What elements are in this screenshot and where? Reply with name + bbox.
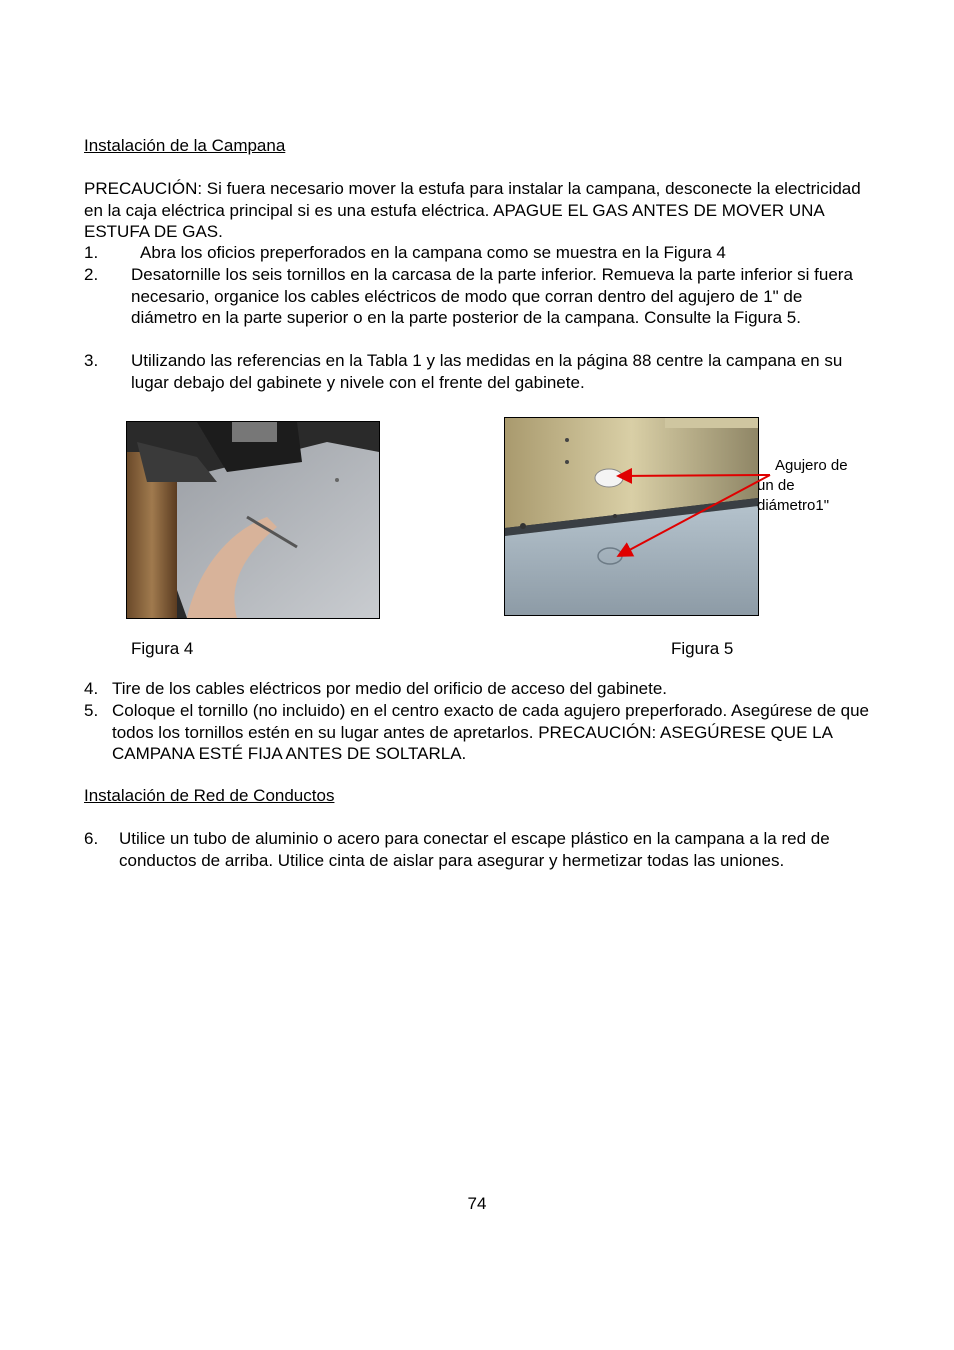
- callout-arrows: [600, 460, 780, 565]
- step-text: Utilice un tubo de aluminio o acero para conectar el escape plástico en la campana a la red de conductos de arriba. Utilice cinta de aislar para asegurar y hermetizar todas las uniones.: [119, 829, 830, 870]
- step-text: Coloque el tornillo (no incluido) en el centro exacto de cada agujero preperforado. Asegúrese de que todos los tornillos estén en su lugar antes de apretarlos. PRECAUCIÓN: ASEGÚRESE QUE LA CAMPANA ESTÉ FIJA ANTES DE SOLTARLA.: [112, 701, 869, 763]
- step-text: Desatornille los seis tornillos en la carcasa de la parte inferior. Remueva la parte inferior si fuera necesario, organice los cables eléctricos de modo que corran dentro del agujero de 1" de diámetro en la parte superior o en la parte posterior de la campana. Consulte la Figura 5.: [131, 265, 853, 327]
- section-title-campana: Instalación de la Campana: [84, 136, 286, 155]
- step-number: 5.: [84, 701, 99, 720]
- step-number: 2.: [84, 265, 99, 284]
- step-number: 3.: [84, 351, 99, 370]
- hole-callout-label: Agujero de un de diámetro1": [757, 457, 848, 514]
- step-text: Abra los oficios preperforados en la campana como se muestra en la Figura 4: [140, 243, 726, 262]
- step-text: Tire de los cables eléctricos por medio del orificio de acceso del gabinete.: [112, 679, 667, 698]
- figure-5-caption: Figura 5: [671, 639, 734, 658]
- step-number: 4.: [84, 679, 99, 698]
- figure-4-caption: Figura 4: [131, 639, 194, 658]
- step-number: 1.: [84, 243, 99, 262]
- step-number: 6.: [84, 829, 99, 848]
- section-title-conductos: Instalación de Red de Conductos: [84, 786, 335, 805]
- page-number: 74: [467, 1194, 487, 1213]
- figure-4-photo: [126, 421, 380, 619]
- step-text: Utilizando las referencias en la Tabla 1 y las medidas en la página 88 centre la campana en su lugar debajo del gabinete y nivele con el frente del gabinete.: [131, 351, 843, 392]
- caution-paragraph: PRECAUCIÓN: Si fuera necesario mover la estufa para instalar la campana, desconecte la electricidad en la caja eléctrica principal si es una estufa eléctrica. APAGUE EL GAS ANTES DE MOVER UNA ESTUFA DE GAS.: [84, 179, 861, 241]
